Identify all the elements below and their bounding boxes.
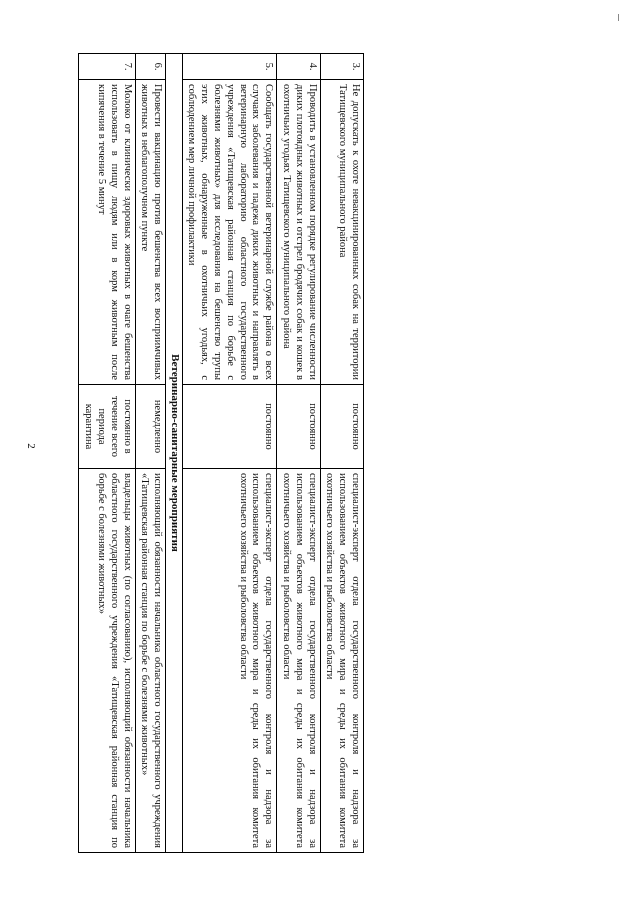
responsible-text: специалист-эксперт отдела государственного контроля и надзора за использованием объектов животного мира и среды их обитания комитета охотничьего хозяйства и рыболовства области [277, 469, 320, 853]
deadline-text: постоянно [182, 385, 277, 469]
table-row [135, 54, 166, 853]
measure-text: Молоко от клинически здоровых животных в очаге бешенства использовать в пищу людям или в корм животным после кипячения в течение 5 минут [79, 80, 135, 385]
deadline-text: немедленно [135, 385, 166, 469]
section-row [166, 54, 182, 853]
table-row [277, 54, 320, 853]
table-row [182, 54, 277, 853]
section-header-body [166, 54, 182, 853]
responsible-text: исполняющий обязанности начальника областного государственного учреждения «Татищевская районная станция по борьбе с болезнями животных» [135, 469, 166, 853]
row-number: 3. [320, 54, 363, 80]
measure-text: Не допускать к охоте невакцинированных собак на территории Татищевского муниципального района [320, 80, 363, 385]
measure-text: Провести вакцинацию против бешенства всех восприимчивых животных в неблагополучном пункте [135, 80, 166, 385]
measures-table [78, 53, 364, 853]
rotated-table-sheet [0, 53, 364, 853]
scan-mark [618, 14, 619, 21]
responsible-text: специалист-эксперт отдела государственного контроля и надзора за использованием объектов животного мира и среды их обитания комитета охотничьего хозяйства и рыболовства области [320, 469, 363, 853]
page-number: 2 [24, 443, 37, 449]
measure-text: Сообщать государственной ветеринарной службе района о всех случаях заболевания и падежа диких животных и направлять в ветеринарную лабораторию областного государственного учреждения «Татищевская районная станция по борьбе с болезнями животных» для исследования на бешенство трупы этих животных, обнаруженные в охотничьих угодьях, с соблюдением мер личной профилактики [182, 80, 277, 385]
table-body-bottom [79, 54, 166, 853]
deadline-text: постоянно [277, 385, 320, 469]
deadline-text: постоянно [320, 385, 363, 469]
row-number: 4. [277, 54, 320, 80]
deadline-text: постоянно в течение всего периода карантина [79, 385, 135, 469]
responsible-text: владельцы животных (по согласованию), исполняющий обязанности начальника областного государственного учреждения «Татищевская районная станция по борьбе с болезнями животных» [79, 469, 135, 853]
responsible-text: специалист-эксперт отдела государственного контроля и надзора за использованием объектов животного мира и среды их обитания комитета охотничьего хозяйства и рыболовства области [182, 469, 277, 853]
row-number: 5. [182, 54, 277, 80]
measure-text: Проводить в установленном порядке регулирование численности диких плотоядных животных и отстрел бродячих собак и кошек в охотничьих угодьях Татищевского муниципального района [277, 80, 320, 385]
table-row [320, 54, 363, 853]
row-number: 6. [135, 54, 166, 80]
table-body-top [182, 54, 363, 853]
section-title: Ветеринарно-санитарные мероприятия [166, 54, 182, 853]
table-row [79, 54, 135, 853]
row-number: 7. [79, 54, 135, 80]
